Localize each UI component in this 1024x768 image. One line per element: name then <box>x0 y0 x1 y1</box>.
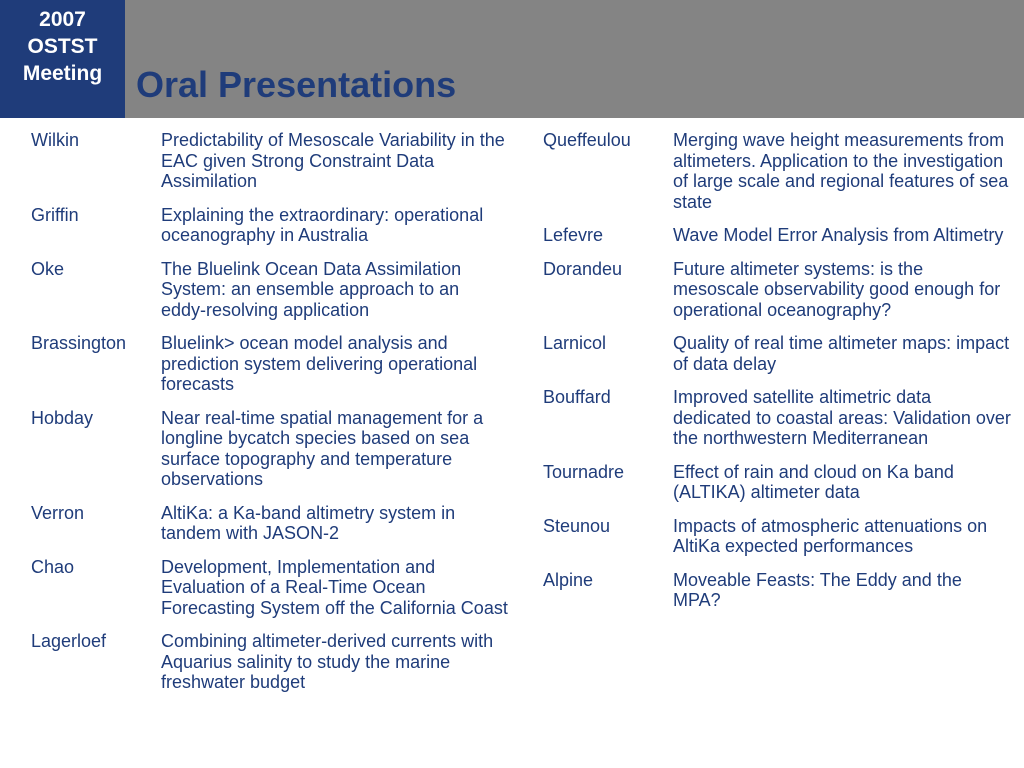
presenter-name: Hobday <box>31 407 94 428</box>
presenter-name: Wilkin <box>31 130 79 150</box>
presentation-entry <box>31 557 509 619</box>
presentation-title: Explaining the extraordinary: operational oceanography in Australia <box>161 204 484 245</box>
presentation-entry <box>31 259 509 321</box>
presenter-name: Brassington <box>31 333 127 353</box>
presentation-entry <box>31 408 509 490</box>
presenter-name: Lagerloef <box>31 631 107 651</box>
presentation-title: Future altimeter systems: is the mesoscale observability good enough for operational oceanography? <box>673 258 1001 320</box>
presentation-entry <box>543 333 1013 374</box>
presentation-title: Moveable Feasts: The Eddy and the MPA? <box>673 569 962 610</box>
badge-org: OSTST <box>27 35 98 58</box>
presentation-title: Near real-time spatial management for a longline bycatch species based on sea surface topography and temperature observations <box>161 407 484 489</box>
badge-event: Meeting <box>22 62 103 85</box>
presentation-entry <box>31 631 509 693</box>
presentation-entry <box>543 462 1013 503</box>
presentation-entry <box>543 387 1013 449</box>
presentation-title: Combining altimeter-derived currents with Aquarius salinity to study the marine freshwater budget <box>161 631 494 692</box>
presenter-name: Chao <box>31 556 75 577</box>
presentation-entry <box>543 516 1013 557</box>
presentation-entry <box>31 503 509 544</box>
presenter-name: Dorandeu <box>543 258 623 279</box>
presentation-entry <box>31 333 509 395</box>
presentation-title: Merging wave height measurements from altimeters. Application to the investigation of large scale and regional features of sea state <box>673 130 1009 212</box>
presentation-title: AltiKa: a Ka-band altimetry system in tandem with JASON-2 <box>161 502 456 543</box>
presenter-name: Alpine <box>543 569 594 590</box>
presenter-name: Lefevre <box>543 225 604 245</box>
badge-year: 2007 <box>39 8 86 31</box>
presenter-name: Steunou <box>543 515 611 536</box>
presentation-title: Predictability of Mesoscale Variability in the EAC given Strong Constraint Data Assimilation <box>161 130 505 191</box>
presentation-title: Impacts of atmospheric attenuations on AltiKa expected performances <box>673 515 988 556</box>
presentation-entry <box>543 259 1013 321</box>
presenter-name: Verron <box>31 502 85 523</box>
presentation-entry <box>31 130 509 192</box>
presenter-name: Larnicol <box>543 333 607 353</box>
presentation-title: Improved satellite altimetric data dedicated to coastal areas: Validation over the northwestern Mediterranean <box>673 387 1011 448</box>
presentation-entry <box>31 205 509 246</box>
presentation-entry <box>543 570 1013 611</box>
presentation-entry <box>543 130 1013 212</box>
presentation-title: Bluelink> ocean model analysis and prediction system delivering operational forecasts <box>161 333 478 394</box>
presenter-name: Bouffard <box>543 387 611 407</box>
presentation-title: Effect of rain and cloud on Ka band (ALTIKA) altimeter data <box>673 461 954 502</box>
page-title: Oral Presentations <box>136 64 457 105</box>
presenter-name: Griffin <box>31 204 79 225</box>
left-presentation-list <box>31 130 509 706</box>
presenter-name: Queffeulou <box>543 130 631 150</box>
presenter-name: Oke <box>31 258 65 279</box>
presentation-title: The Bluelink Ocean Data Assimilation System: an ensemble approach to an eddy-resolving application <box>161 258 462 320</box>
presenter-name: Tournadre <box>543 461 625 482</box>
presentation-title: Wave Model Error Analysis from Altimetry <box>673 225 1004 245</box>
right-presentation-list <box>543 130 1013 624</box>
meeting-badge <box>0 0 125 118</box>
presentation-entry <box>543 225 1013 246</box>
presentation-title: Development, Implementation and Evaluation of a Real-Time Ocean Forecasting System off the California Coast <box>161 556 508 618</box>
presentation-title: Quality of real time altimeter maps: impact of data delay <box>673 333 1010 374</box>
